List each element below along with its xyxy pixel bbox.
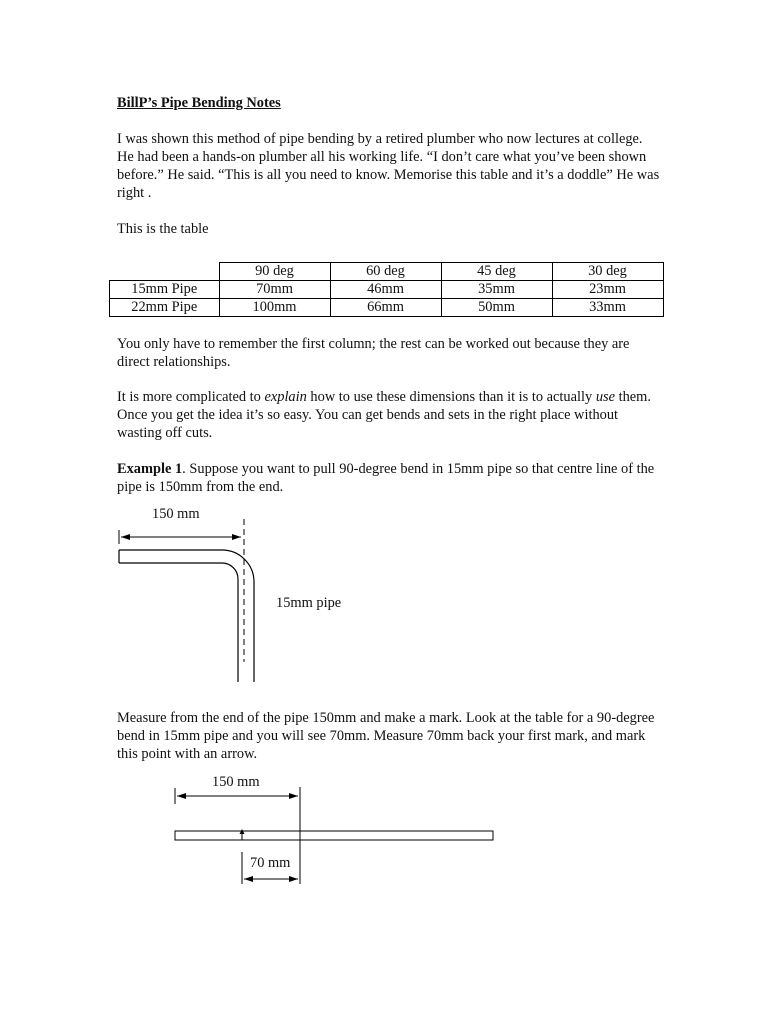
document-title: BillP’s Pipe Bending Notes bbox=[117, 95, 281, 111]
table-corner bbox=[110, 263, 220, 281]
intro-paragraph: I was shown this method of pipe bending by a retired plumber who now lectures at college. He had been a hands-on plumber all his working life. “I don’t care what you’ve been shown before.” He said. “This is all you need to know. Memorise this table and it’s a doddle” He was right . bbox=[117, 131, 660, 201]
arrow-mark-head bbox=[240, 829, 245, 834]
table-row bbox=[110, 299, 664, 317]
emphasis-explain: explain bbox=[264, 389, 307, 405]
table-cell: 46mm bbox=[330, 281, 441, 299]
dim-label-150: 150 mm bbox=[152, 506, 200, 522]
straight-pipe bbox=[175, 831, 493, 840]
table-intro: This is the table bbox=[117, 221, 209, 237]
table-cell: 70mm bbox=[219, 281, 330, 299]
table-cell: 23mm bbox=[552, 281, 663, 299]
example1-label: Example 1 bbox=[117, 461, 183, 477]
row-label: 15mm Pipe bbox=[110, 281, 220, 299]
example1-paragraph: Example 1. Suppose you want to pull 90-degree bend in 15mm pipe so that centre line of the pipe is 150mm from the end. bbox=[117, 461, 655, 495]
pipe-outer-wall bbox=[119, 550, 254, 682]
table-cell: 33mm bbox=[552, 299, 663, 317]
table-row bbox=[110, 281, 664, 299]
arrowhead-left bbox=[121, 534, 130, 540]
table-header: 45 deg bbox=[441, 263, 552, 281]
table-cell: 50mm bbox=[441, 299, 552, 317]
dim-label-70mm: 70 mm bbox=[250, 855, 291, 871]
bending-table bbox=[109, 262, 664, 317]
measure-paragraph: Measure from the end of the pipe 150mm and make a mark. Look at the table for a 90-degree bend in 15mm pipe and you will see 70mm. Measure 70mm back your first mark, and mark this point with an arrow. bbox=[117, 710, 655, 762]
table-header-row bbox=[110, 263, 664, 281]
arrowhead-right bbox=[289, 793, 298, 799]
emphasis-use: use bbox=[595, 389, 615, 405]
arrowhead-left bbox=[177, 793, 186, 799]
table-header: 90 deg bbox=[219, 263, 330, 281]
explain-paragraph: It is more complicated to explain how to use these dimensions than it is to actually use them. Once you get the idea it’s so easy. You can get bends and sets in the right place without wasting off cuts. bbox=[117, 389, 651, 441]
arrowhead-left bbox=[244, 876, 253, 882]
table-header: 60 deg bbox=[330, 263, 441, 281]
pipe-label: 15mm pipe bbox=[276, 595, 342, 611]
remember-paragraph: You only have to remember the first column; the rest can be worked out because they are direct relationships. bbox=[117, 336, 630, 370]
row-label: 22mm Pipe bbox=[110, 299, 220, 317]
table-header: 30 deg bbox=[552, 263, 663, 281]
dim-label-150mm: 150 mm bbox=[212, 774, 260, 790]
table-cell: 35mm bbox=[441, 281, 552, 299]
table-cell: 100mm bbox=[219, 299, 330, 317]
arrowhead-right bbox=[232, 534, 241, 540]
pipe-inner-wall bbox=[119, 563, 238, 682]
arrowhead-right bbox=[289, 876, 298, 882]
table-cell: 66mm bbox=[330, 299, 441, 317]
